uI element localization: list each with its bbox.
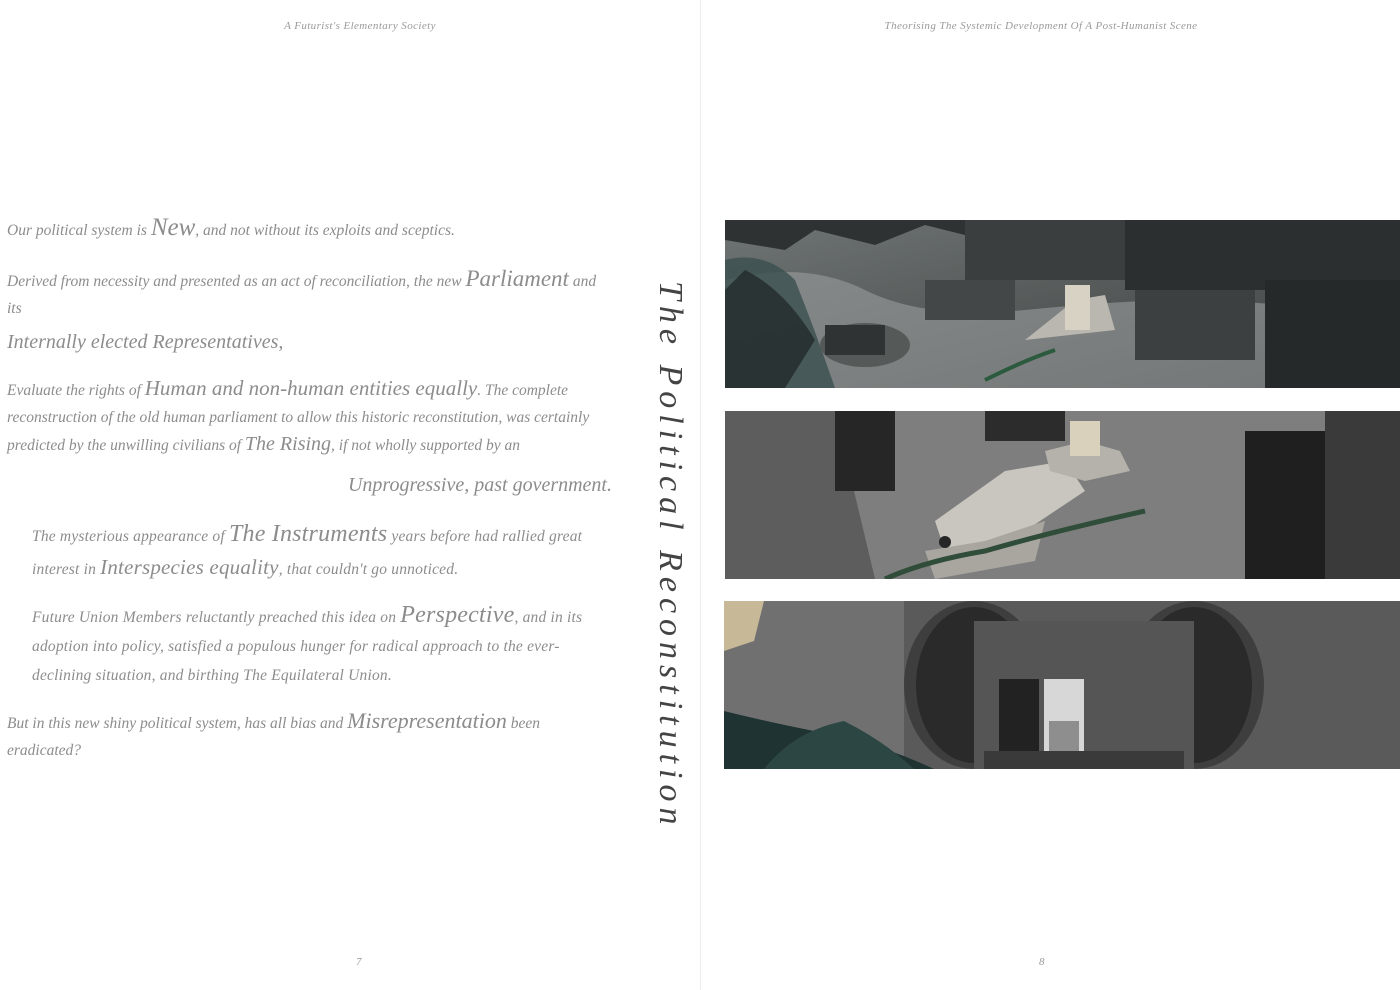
render-interior-doorway [724, 601, 1400, 769]
page-number-right: 8 [1039, 956, 1045, 968]
emphasis-interspecies: Interspecies equality [100, 555, 279, 579]
running-head-right: Theorising The Systemic Development Of A Post-Humanist Scene [884, 20, 1198, 32]
paragraph-1 [7, 214, 612, 244]
emphasis-entities: Human and non-human entities equally [144, 376, 478, 400]
aerial-city-illustration [725, 220, 1400, 388]
paragraph-3 [7, 327, 612, 357]
emphasis-new: New [150, 214, 196, 241]
right-page [701, 0, 1400, 990]
text-run: , if not wholly supported by an [331, 437, 521, 454]
emphasis-representatives: Internally elected Representatives, [7, 331, 284, 353]
emphasis-the-rising: The Rising [244, 433, 332, 455]
text-run: Derived from necessity and presented as an act of reconciliation, the new [7, 273, 466, 290]
text-run: The mysterious appearance of [32, 528, 229, 545]
emphasis-perspective: Perspective [400, 602, 515, 628]
running-head-left: A Futurist's Elementary Society [284, 20, 436, 32]
text-run: Our political system is [7, 222, 151, 239]
text-run: , that couldn't go unnoticed. [278, 561, 459, 578]
paragraph-4 [7, 375, 612, 459]
emphasis-instruments: The Instruments [228, 521, 388, 547]
emphasis-parliament: Parliament [465, 266, 569, 291]
interior-doorway-illustration [724, 601, 1400, 769]
page-number-left: 7 [356, 956, 362, 968]
text-run: . The complete reconstruction of the old human parliament to allow this historic reconstitution, was certainly predicted by the unwilling civilians of [7, 382, 590, 454]
text-run: years before had rallied great interest in [32, 528, 583, 578]
paragraph-7 [7, 601, 584, 690]
text-run: But in this new shiny political system, has all bias and [7, 715, 348, 732]
text-run: Future Union Members reluctantly preached this idea on [32, 609, 401, 626]
emphasis-government: Unprogressive, past government. [347, 474, 612, 496]
text-run: , and in its adoption into policy, satisfied a populous hunger for radical approach to the ever-declining situation, and birthing The Equilateral Union. [32, 609, 583, 684]
paragraph-2 [7, 265, 612, 322]
paragraph-5 [7, 469, 612, 501]
text-run: and its [7, 273, 597, 317]
render-aerial-city [725, 220, 1400, 388]
stepped-platform-illustration [725, 411, 1400, 579]
paragraph-6 [7, 519, 584, 585]
paragraph-8 [7, 707, 572, 764]
text-run: Evaluate the rights of [7, 382, 145, 399]
text-run: been eradicated? [7, 715, 540, 759]
vertical-title: The Political Reconstitution [652, 281, 689, 831]
body-copy [7, 214, 612, 764]
render-stepped-platform [725, 411, 1400, 579]
text-run: , and not without its exploits and sceptics. [195, 222, 455, 239]
emphasis-misrepresentation: Misrepresentation [347, 708, 507, 733]
